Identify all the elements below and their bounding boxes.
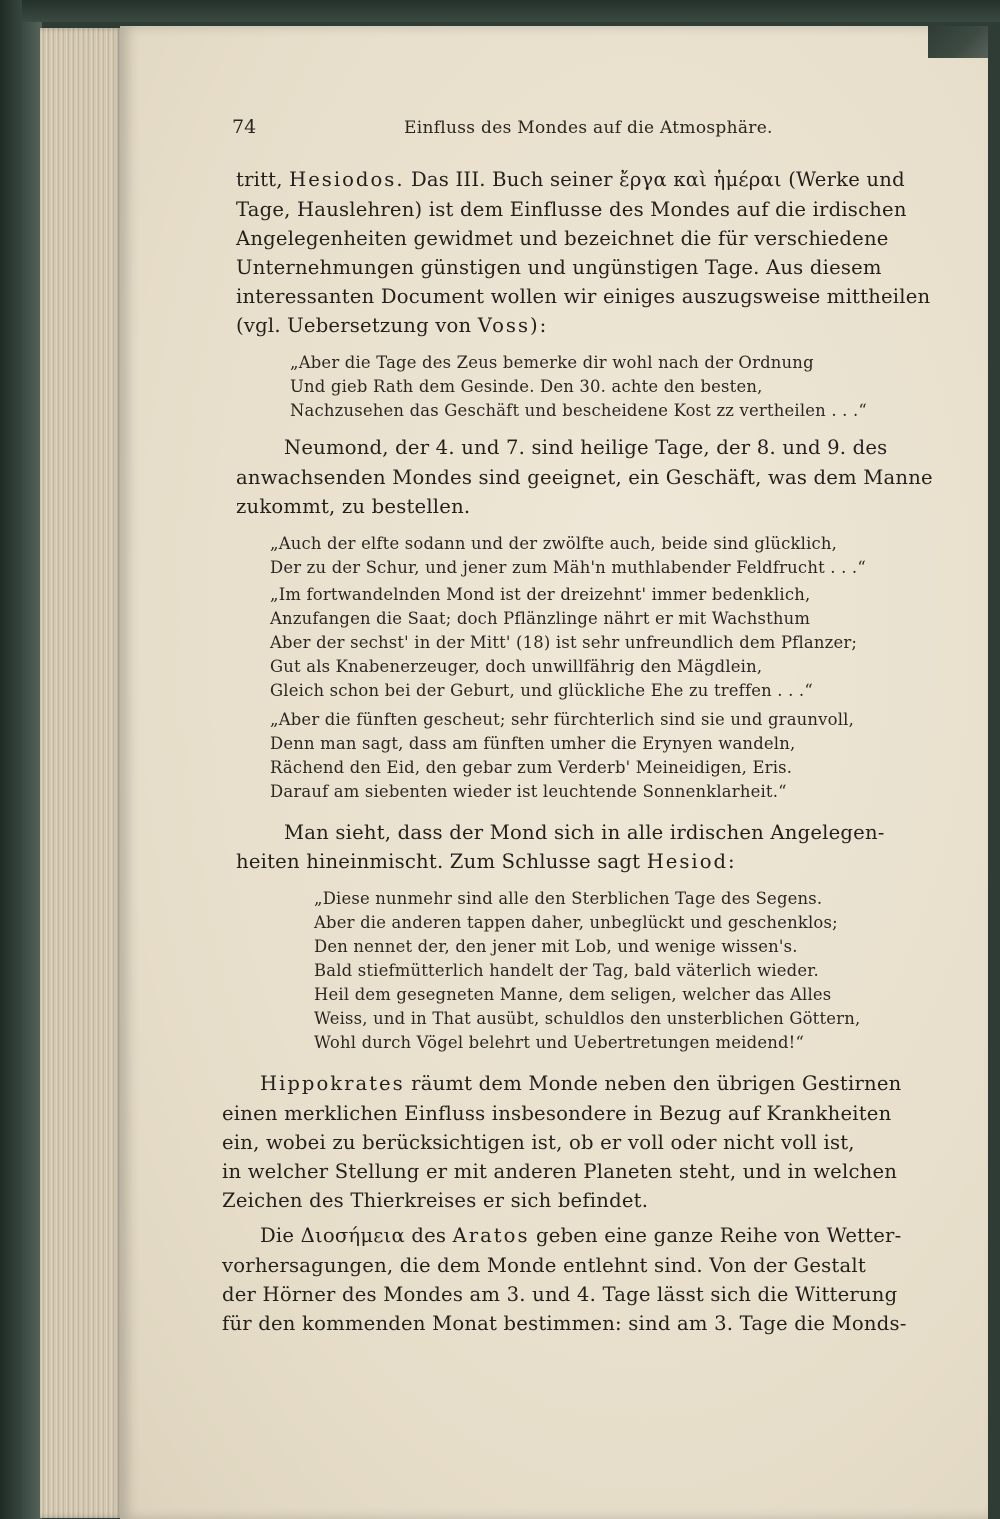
running-title: Einfluss des Mondes auf die Atmosphäre. xyxy=(404,118,773,138)
text-line: Unternehmungen günstigen und ungünstigen Tage. Aus diesem xyxy=(236,256,882,279)
book-page xyxy=(120,26,988,1519)
verse-line: Nachzusehen das Geschäft und bescheidene Kost zz vertheilen . . .“ xyxy=(290,401,867,420)
verse-line: Der zu der Schur, und jener zum Mäh'n muthlabender Feldfrucht . . .“ xyxy=(270,558,866,577)
text-line: tritt, Hesiodos. Das III. Buch seiner ἔργα καὶ ἡμέραι (Werke und xyxy=(236,168,905,191)
text-line: vorhersagungen, die dem Monde entlehnt sind. Von der Gestalt xyxy=(222,1254,866,1277)
verse-line: Aber die anderen tappen daher, unbeglückt und geschenklos; xyxy=(314,913,838,932)
text-line: Angelegenheiten gewidmet und bezeichnet die für verschiedene xyxy=(236,227,889,250)
page-corner xyxy=(928,26,988,58)
verse-line: Gut als Knabenerzeuger, doch unwillfährig den Mägdlein, xyxy=(270,657,763,676)
verse-line: „Aber die fünften gescheut; sehr fürchterlich sind sie und graunvoll, xyxy=(270,710,855,729)
text-line: anwachsenden Mondes sind geeignet, ein Geschäft, was dem Manne xyxy=(236,466,933,489)
text-line: zukommt, zu bestellen. xyxy=(236,495,471,518)
verse-line: Darauf am siebenten wieder ist leuchtende Sonnenklarheit.“ xyxy=(270,782,787,801)
text-line: Hippokrates räumt dem Monde neben den übrigen Gestirnen xyxy=(260,1072,902,1095)
verse-line: „Im fortwandelnden Mond ist der dreizehnt' immer bedenklich, xyxy=(270,585,811,604)
text-line: interessanten Document wollen wir einiges auszugsweise mittheilen xyxy=(236,285,931,308)
text-line: in welcher Stellung er mit anderen Planeten steht, und in welchen xyxy=(222,1160,898,1183)
verse-line: Heil dem gesegneten Manne, dem seligen, welcher das Alles xyxy=(314,985,832,1004)
text-line: der Hörner des Mondes am 3. und 4. Tage lässt sich die Witterung xyxy=(222,1283,898,1306)
verse-line: Weiss, und in That ausübt, schuldlos den unsterblichen Göttern, xyxy=(314,1009,861,1028)
page-number: 74 xyxy=(232,116,257,138)
verse-line: Denn man sagt, dass am fünften umher die Erynyen wandeln, xyxy=(270,734,796,753)
text-line: ein, wobei zu berücksichtigen ist, ob er voll oder nicht voll ist, xyxy=(222,1131,855,1154)
text-line: für den kommenden Monat bestimmen: sind am 3. Tage die Monds- xyxy=(222,1312,907,1335)
verse-line: Gleich schon bei der Geburt, und glückliche Ehe zu treffen . . .“ xyxy=(270,681,813,700)
verse-line: Aber der sechst' in der Mitt' (18) ist sehr unfreundlich dem Pflanzer; xyxy=(270,633,858,652)
text-line: Tage, Hauslehren) ist dem Einflusse des Mondes auf die irdischen xyxy=(236,198,907,221)
verse-line: Rächend den Eid, den gebar zum Verderb' Meineidigen, Eris. xyxy=(270,758,793,777)
book-spine xyxy=(0,0,22,1519)
author-name: Voss): xyxy=(477,314,549,337)
verse-line: „Auch der elfte sodann und der zwölfte auch, beide sind glücklich, xyxy=(270,534,838,553)
author-name: Hesiodos. xyxy=(289,168,405,191)
book-cover-top xyxy=(0,0,1000,22)
verse-line: Bald stiefmütterlich handelt der Tag, bald väterlich wieder. xyxy=(314,961,819,980)
cover-edge xyxy=(22,22,42,1519)
text-line: Man sieht, dass der Mond sich in alle irdischen Angelegen- xyxy=(284,821,885,844)
text-line: Zeichen des Thierkreises er sich befindet. xyxy=(222,1189,649,1212)
text-line: einen merklichen Einfluss insbesondere in Bezug auf Krankheiten xyxy=(222,1102,892,1125)
verse-line: „Diese nunmehr sind alle den Sterblichen Tage des Segens. xyxy=(314,889,823,908)
verse-line: Anzufangen die Saat; doch Pflänzlinge nährt er mit Wachsthum xyxy=(270,609,811,628)
author-name: Hippokrates xyxy=(260,1072,405,1095)
page-edges xyxy=(40,28,122,1518)
verse-line: Und gieb Rath dem Gesinde. Den 30. achte den besten, xyxy=(290,377,763,396)
text-line: (vgl. Uebersetzung von Voss): xyxy=(236,314,549,337)
text-line: Neumond, der 4. und 7. sind heilige Tage, der 8. und 9. des xyxy=(284,436,888,459)
author-name: Aratos xyxy=(452,1224,530,1247)
page-header xyxy=(232,116,882,146)
verse-line: Den nennet der, den jener mit Lob, und wenige wissen's. xyxy=(314,937,798,956)
author-name: Hesiod: xyxy=(646,850,737,873)
verse-line: „Aber die Tage des Zeus bemerke dir wohl nach der Ordnung xyxy=(290,353,814,372)
text-line: heiten hineinmischt. Zum Schlusse sagt Hesiod: xyxy=(236,850,737,873)
verse-line: Wohl durch Vögel belehrt und Uebertretungen meidend!“ xyxy=(314,1033,805,1052)
text-line: Die Διοσήμεια des Aratos geben eine ganze Reihe von Wetter- xyxy=(260,1224,902,1247)
